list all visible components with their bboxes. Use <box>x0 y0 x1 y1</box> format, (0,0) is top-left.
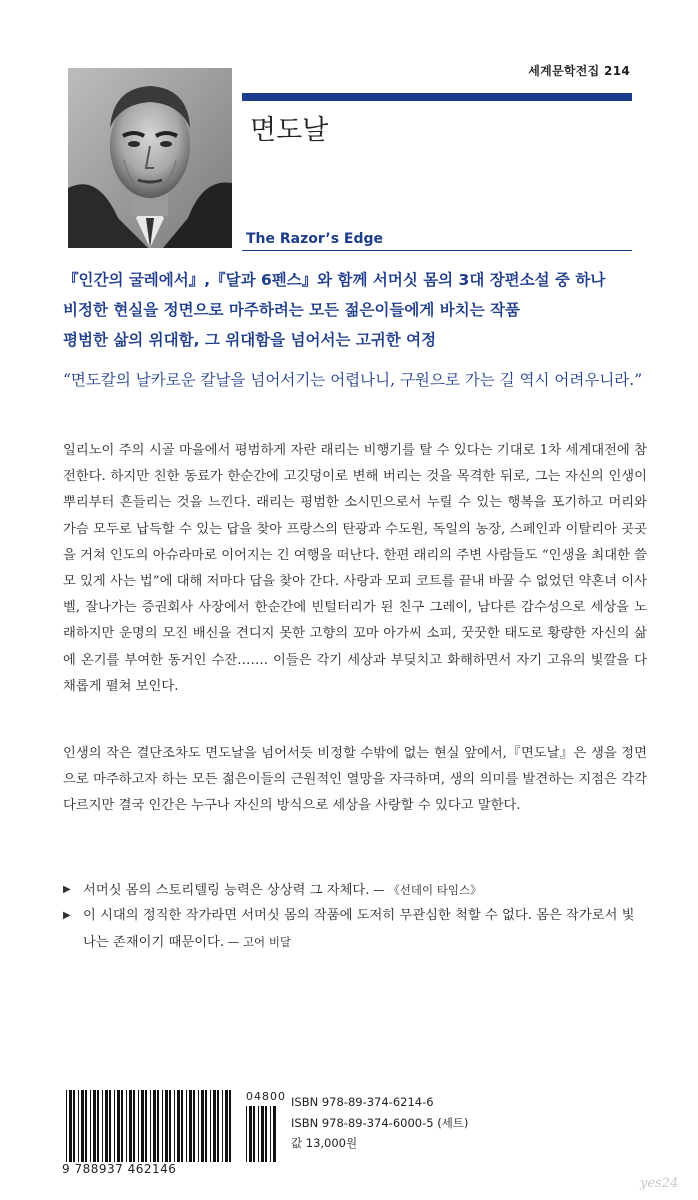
series-label: 세계문학전집 214 <box>528 64 630 78</box>
barcode-bar <box>114 1090 115 1162</box>
barcode-bar <box>253 1106 255 1162</box>
barcode-bar <box>93 1090 96 1162</box>
barcode-bar <box>181 1090 183 1162</box>
barcode-bar <box>109 1090 111 1162</box>
addon-digits: 04800 <box>246 1090 286 1103</box>
barcode-bar <box>162 1090 163 1162</box>
barcode-bar <box>273 1106 276 1162</box>
barcode-bar <box>126 1090 127 1162</box>
barcode-bar <box>261 1106 264 1162</box>
barcode-bar <box>205 1090 207 1162</box>
barcode-bar <box>102 1090 103 1162</box>
barcode-bar <box>157 1090 159 1162</box>
barcode-bar <box>174 1090 175 1162</box>
review-item <box>63 903 647 956</box>
barcode-bar <box>138 1090 139 1162</box>
barcode-bar <box>210 1090 211 1162</box>
barcode-bar <box>217 1090 219 1162</box>
isbn-line: ISBN 978-89-374-6214-6 <box>291 1095 434 1109</box>
barcode-bar <box>201 1090 204 1162</box>
tagline: 『인간의 굴레에서』,『달과 6펜스』와 함께 서머싯 몸의 3대 장편소설 중 하나 <box>63 271 606 289</box>
price-label: 값 13,000원 <box>291 1136 358 1150</box>
bullet-triangle-icon: ▶ <box>63 884 71 895</box>
barcode-bar <box>189 1090 192 1162</box>
barcode-bar <box>81 1090 84 1162</box>
barcode-bar <box>193 1090 195 1162</box>
barcode-bar <box>225 1090 228 1162</box>
barcode-bar <box>97 1090 99 1162</box>
epigraph-quote: “면도칼의 날카로운 칼날을 넘어서기는 어렵나니, 구원으로 가는 길 역시 어려우니라.” <box>63 371 643 389</box>
barcode-bar <box>246 1106 247 1162</box>
barcode-bar <box>73 1090 75 1162</box>
barcode-bar <box>66 1090 67 1162</box>
barcode-bar <box>229 1090 231 1162</box>
review-text: 서머싯 몸의 스토리텔링 능력은 상상력 그 자체다. <box>83 883 370 898</box>
barcode-bar <box>85 1090 87 1162</box>
bullet-triangle-icon: ▶ <box>63 910 71 921</box>
barcode-bar <box>69 1090 72 1162</box>
barcode-bar <box>90 1090 91 1162</box>
barcode-bar <box>186 1090 187 1162</box>
isbn-barcode <box>64 1090 236 1162</box>
barcode-bar <box>78 1090 79 1162</box>
title-divider <box>242 250 632 251</box>
barcode-bar <box>213 1090 216 1162</box>
barcode-digits: 9 788937 462146 <box>62 1162 177 1176</box>
review-item <box>63 877 647 904</box>
barcode-bar <box>198 1090 199 1162</box>
english-title: The Razor’s Edge <box>246 231 383 247</box>
barcode-bar <box>105 1090 108 1162</box>
barcode-bar <box>141 1090 144 1162</box>
review-source: — 《선데이 타임스》 <box>369 883 482 897</box>
barcode-bar <box>150 1090 151 1162</box>
isbn-set-line: ISBN 978-89-374-6000-5 (세트) <box>291 1116 469 1130</box>
barcode-bar <box>117 1090 120 1162</box>
barcode-bar <box>222 1090 223 1162</box>
barcode-bar <box>121 1090 123 1162</box>
barcode-bar <box>265 1106 267 1162</box>
review-text: 이 시대의 정직한 작가라면 서머싯 몸의 작품에 도저히 무관심한 척할 수 없다. 몸은 작가로서 빛나는 존재이기 때문이다. <box>83 908 635 950</box>
synopsis-paragraph: 일리노이 주의 시골 마을에서 평범하게 자란 래리는 비행기를 탈 수 있다는 기대로 1차 세계대전에 참전한다. 하지만 친한 동료가 한순간에 고깃덩이로 변해 버리는 것을 목격한 뒤로, 그는 자신의 인생이 뿌리부터 흔들리는 것을 느낀다. 래리는 평범한 소시민으로서 누릴 수 있는 행복을 포기하고 머리와 가슴 모두로 납득할 수 있는 답을 찾아 프랑스의 탄광과 수도원, 독일의 농장, 스페인과 이탈리아 곳곳을 거쳐 인도의 아슈라마로 이어지는 긴 여행을 떠난다. 한편 래리의 주변 사람들도 “인생을 최대한 쓸모 있게 사는 법”에 대해 저마다 답을 찾아 간다. 사랑과 모피 코트를 끝내 바꿀 수 없었던 약혼녀 이사벨, 잘나가는 증권회사 사장에서 한순간에 빈털터리가 된 친구 그레이, 남다른 감수성으로 세상을 노래하지만 운명의 모진 배신을 견디지 못한 고향의 꼬마 아가씨 소피, 꿋꿋한 태도로 황량한 자신의 삶에 온기를 부여한 동거인 수잔……. 이들은 각기 세상과 부딪치고 화해하면서 자기 고유의 빛깔을 다채롭게 펼쳐 보인다. <box>63 443 647 694</box>
barcode-bar <box>177 1090 180 1162</box>
barcode-bar <box>270 1106 271 1162</box>
barcode-bar <box>145 1090 147 1162</box>
barcode-bar <box>129 1090 132 1162</box>
watermark: yes24 <box>640 1176 679 1191</box>
barcode-bar <box>133 1090 135 1162</box>
barcode-bar <box>153 1090 156 1162</box>
book-title: 면도날 <box>250 115 329 146</box>
barcode-bar <box>165 1090 168 1162</box>
review-source: — 고어 비달 <box>224 935 292 949</box>
barcode-bar <box>258 1106 259 1162</box>
barcode-bar <box>169 1090 171 1162</box>
synopsis-paragraph: 인생의 작은 결단조차도 면도날을 넘어서듯 비정할 수밖에 없는 현실 앞에서,『면도날』은 생을 정면으로 마주하고자 하는 모든 젊은이들의 근원적인 열망을 자극하며, 생의 의미를 발견하는 지점은 각각 다르지만 결국 인간은 누구나 자신의 방식으로 세상을 사랑할 수 있다고 말한다. <box>63 746 647 814</box>
accent-bar <box>242 93 632 101</box>
tagline: 평범한 삶의 위대함, 그 위대함을 넘어서는 고귀한 여정 <box>63 331 437 349</box>
author-portrait <box>68 68 232 248</box>
barcode-bar <box>249 1106 252 1162</box>
tagline: 비정한 현실을 정면으로 마주하려는 모든 젊은이들에게 바치는 작품 <box>63 301 521 319</box>
